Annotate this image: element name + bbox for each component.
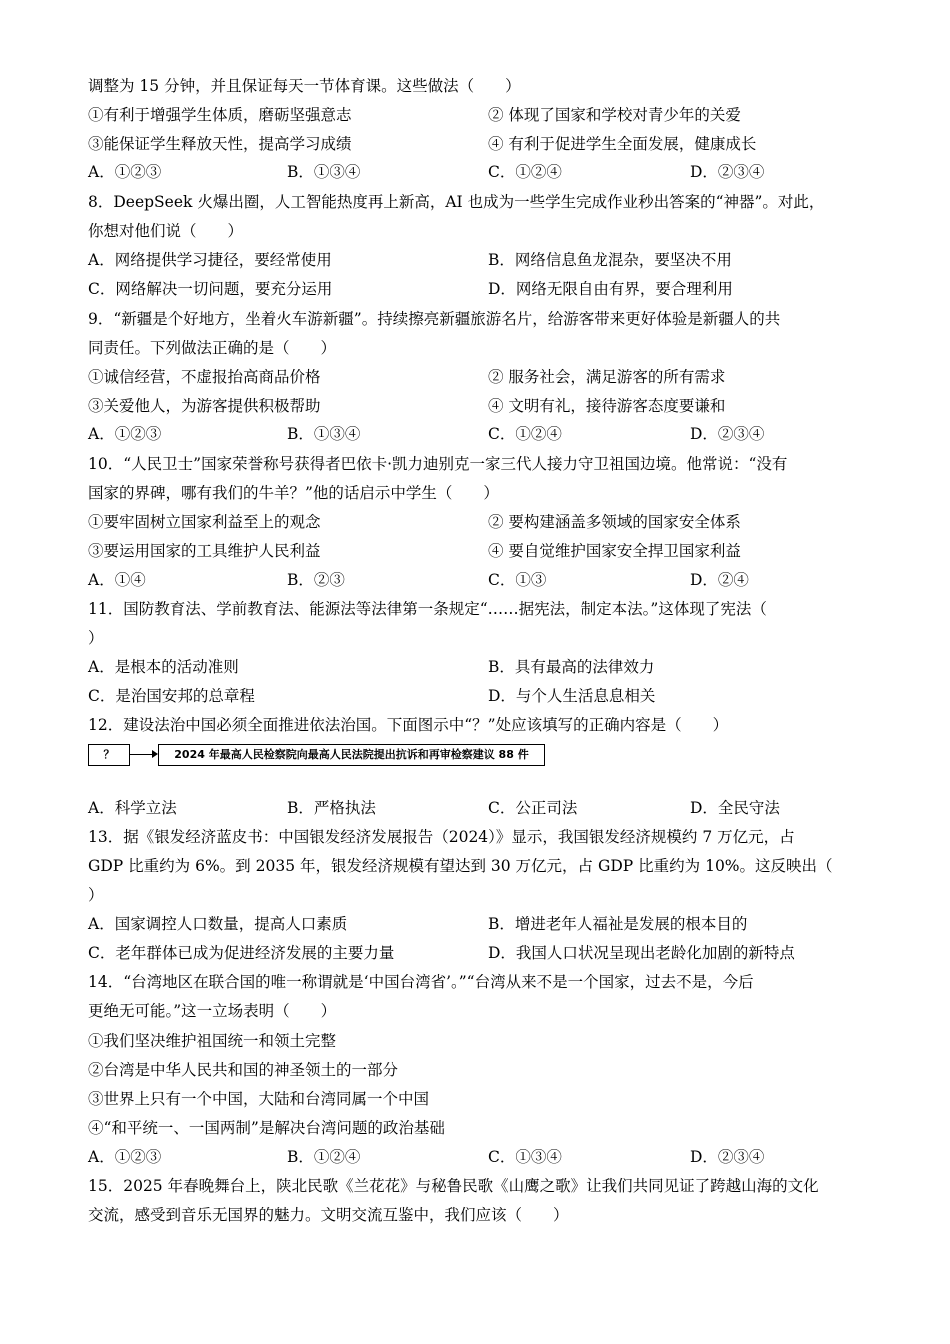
q13-option-d: D．我国人口状况呈现出老龄化加剧的新特点	[488, 944, 795, 962]
q13-option-a: A．国家调控人口数量，提高人口素质	[88, 915, 348, 933]
q9-statement-1: ①诚信经营，不虚报抬高商品价格	[88, 368, 321, 386]
q7-statement-2: ② 体现了国家和学校对青少年的关爱	[488, 106, 741, 124]
q10-statement-1: ①要牢固树立国家利益至上的观念	[88, 513, 321, 531]
q7-option-b: B．①③④	[287, 163, 361, 181]
q13-stem-line-2: GDP 比重约为 6%。到 2035 年，银发经济规模有望达到 30 万亿元，占 GDP 比重约为 10%。这反映出（	[88, 857, 833, 875]
q8-option-c: C．网络解决一切问题，要充分运用	[88, 280, 333, 298]
q10-option-d: D．②④	[690, 571, 749, 589]
q9-option-a: A．①②③	[88, 425, 162, 443]
q12-question-box: ？	[88, 744, 130, 766]
q12-result-box: 2024 年最高人民检察院向最高人民法院提出抗诉和再审检察建议 88 件	[158, 744, 545, 766]
q7-stem: 调整为 15 分钟，并且保证每天一节体育课。这些做法（ ）	[88, 77, 521, 95]
q8-option-a: A．网络提供学习捷径，要经常使用	[88, 251, 332, 269]
q9-statement-4: ④ 文明有礼，接待游客态度要谦和	[488, 397, 726, 415]
q11-stem-line-2: ）	[88, 629, 104, 647]
q12-option-d: D．全民守法	[690, 799, 780, 817]
q9-statement-3: ③关爱他人，为游客提供积极帮助	[88, 397, 321, 415]
q11-option-c: C．是治国安邦的总章程	[88, 687, 255, 705]
q10-statement-3: ③要运用国家的工具维护人民利益	[88, 542, 321, 560]
q10-option-b: B．②③	[287, 571, 345, 589]
q9-statement-2: ② 服务社会，满足游客的所有需求	[488, 368, 726, 386]
q14-statement-1: ①我们坚决维护祖国统一和领土完整	[88, 1032, 337, 1050]
q14-option-b: B．①②④	[287, 1148, 361, 1166]
q7-option-d: D．②③④	[690, 163, 765, 181]
q9-stem-line-1: 9．“新疆是个好地方，坐着火车游新疆”。持续擦亮新疆旅游名片，给游客带来更好体验是新疆人的共	[88, 310, 781, 328]
q10-statement-4: ④ 要自觉维护国家安全捍卫国家利益	[488, 542, 741, 560]
q7-statement-1: ①有利于增强学生体质，磨砺坚强意志	[88, 106, 352, 124]
q10-statement-2: ② 要构建涵盖多领域的国家安全体系	[488, 513, 741, 531]
q10-stem-line-2: 国家的界碑，哪有我们的牛羊？”他的话启示中学生（ ）	[88, 484, 499, 502]
q9-option-d: D．②③④	[690, 425, 765, 443]
q9-stem-line-2: 同责任。下列做法正确的是（ ）	[88, 339, 337, 357]
q7-option-a: A．①②③	[88, 163, 162, 181]
q9-option-c: C．①②④	[488, 425, 562, 443]
q14-option-c: C．①③④	[488, 1148, 562, 1166]
q14-statement-2: ②台湾是中华人民共和国的神圣领土的一部分	[88, 1061, 399, 1079]
q9-option-b: B．①③④	[287, 425, 361, 443]
q7-statement-4: ④ 有利于促进学生全面发展，健康成长	[488, 135, 757, 153]
q11-option-d: D．与个人生活息息相关	[488, 687, 656, 705]
q14-option-d: D．②③④	[690, 1148, 765, 1166]
q14-statement-3: ③世界上只有一个中国，大陆和台湾同属一个中国	[88, 1090, 430, 1108]
q13-option-c: C．老年群体已成为促进经济发展的主要力量	[88, 944, 395, 962]
q13-stem-line-3: ）	[88, 886, 104, 904]
q14-stem-line-2: 更绝无可能。”这一立场表明（ ）	[88, 1002, 337, 1020]
q13-stem-line-1: 13．据《银发经济蓝皮书：中国银发经济发展报告（2024）》显示，我国银发经济规模约 7 万亿元，占	[88, 828, 795, 846]
q12-option-b: B．严格执法	[287, 799, 376, 817]
q10-option-a: A．①④	[88, 571, 146, 589]
q15-stem-line-2: 交流，感受到音乐无国界的魅力。文明交流互鉴中，我们应该（ ）	[88, 1206, 569, 1224]
arrow-right-icon	[130, 754, 156, 755]
q14-stem-line-1: 14．“台湾地区在联合国的唯一称谓就是‘中国台湾省’。”“台湾从来不是一个国家，过去不是，今后	[88, 973, 754, 991]
q8-option-b: B．网络信息鱼龙混杂，要坚决不用	[488, 251, 732, 269]
q8-stem-line-1: 8．DeepSeek 火爆出圈，人工智能热度再上新高，AI 也成为一些学生完成作业秒出答案的“神器”。对此，	[88, 193, 825, 211]
q14-option-a: A．①②③	[88, 1148, 162, 1166]
q13-option-b: B．增进老年人福祉是发展的根本目的	[488, 915, 748, 933]
q10-stem-line-1: 10．“人民卫士”国家荣誉称号获得者巴依卡·凯力迪别克一家三代人接力守卫祖国边境。他常说：“没有	[88, 455, 788, 473]
q12-option-c: C．公正司法	[488, 799, 578, 817]
q14-statement-4: ④“和平统一、一国两制”是解决台湾问题的政治基础	[88, 1119, 445, 1137]
q8-stem-line-2: 你想对他们说（ ）	[88, 222, 244, 240]
q10-option-c: C．①③	[488, 571, 547, 589]
q15-stem-line-1: 15．2025 年春晚舞台上，陕北民歌《兰花花》与秘鲁民歌《山鹰之歌》让我们共同见证了跨越山海的文化	[88, 1177, 819, 1195]
q7-option-c: C．①②④	[488, 163, 562, 181]
q12-option-a: A．科学立法	[88, 799, 177, 817]
q11-option-a: A．是根本的活动准则	[88, 658, 239, 676]
q12-stem: 12．建设法治中国必须全面推进依法治国。下面图示中“？”处应该填写的正确内容是（ ）	[88, 716, 729, 734]
q8-option-d: D．网络无限自由有界，要合理利用	[488, 280, 733, 298]
q11-stem-line-1: 11．国防教育法、学前教育法、能源法等法律第一条规定“……据宪法，制定本法。”这体现了宪法（	[88, 600, 767, 618]
q11-option-b: B．具有最高的法律效力	[488, 658, 655, 676]
q7-statement-3: ③能保证学生释放天性，提高学习成绩	[88, 135, 352, 153]
q12-flow-diagram	[88, 744, 548, 766]
